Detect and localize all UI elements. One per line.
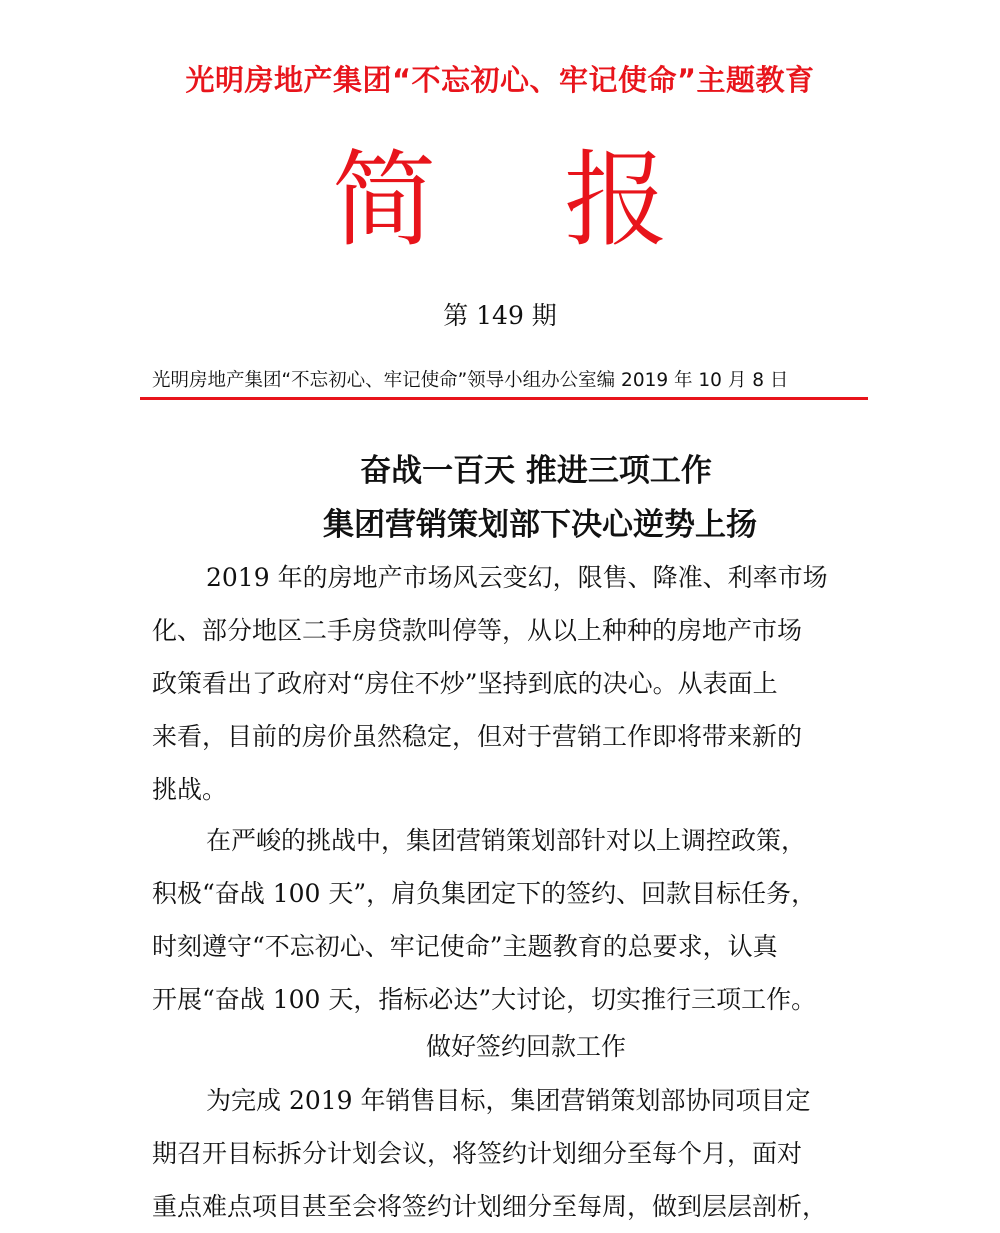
paragraph-line: 在严峻的挑战中，集团营销策划部针对以上调控政策， [206, 826, 807, 855]
header-title: 光明房地产集团“不忘初心、牢记使命”主题教育 [185, 63, 815, 97]
paragraph-line: 开展“奋战 100 天，指标必达”大讨论，切实推行三项工作。 [152, 985, 817, 1014]
paragraph-line: 政策看出了政府对“房住不炒”坚持到底的决心。从表面上 [152, 669, 778, 698]
paragraph-line: 化、部分地区二手房贷款叫停等，从以上种种的房地产市场 [152, 616, 803, 645]
article-title-line-1: 奋战一百天 推进三项工作 [360, 453, 712, 489]
masthead-title: 简报 [331, 139, 796, 261]
paragraph-line: 期召开目标拆分计划会议，将签约计划细分至每个月，面对 [152, 1139, 803, 1168]
paragraph-line: 积极“奋战 100 天”，肩负集团定下的签约、回款目标任务， [152, 879, 817, 908]
paragraph-line: 为完成 2019 年销售目标，集团营销策划部协同项目定 [206, 1086, 811, 1115]
red-divider [140, 397, 868, 400]
paragraph-3 [152, 1074, 852, 1233]
paragraph-line: 时刻遵守“不忘初心、牢记使命”主题教育的总要求，认真 [152, 932, 778, 961]
paragraph-line: 来看，目前的房价虽然稳定，但对于营销工作即将带来新的 [152, 722, 803, 751]
publisher-line: 光明房地产集团“不忘初心、牢记使命”领导小组办公室编 2019 年 10 月 8 日 [152, 370, 789, 391]
paragraph-line: 挑战。 [152, 775, 228, 804]
paragraph-2 [152, 814, 852, 1026]
paragraph-line: 2019 年的房地产市场风云变幻，限售、降准、利率市场 [206, 563, 828, 592]
paragraph-line: 重点难点项目甚至会将签约计划细分至每周，做到层层剖析， [152, 1192, 828, 1221]
issue-number: 第 149 期 [443, 301, 557, 330]
paragraph-1 [152, 551, 852, 816]
section-heading: 做好签约回款工作 [425, 1032, 626, 1061]
article-title-line-2: 集团营销策划部下决心逆势上扬 [323, 507, 757, 543]
